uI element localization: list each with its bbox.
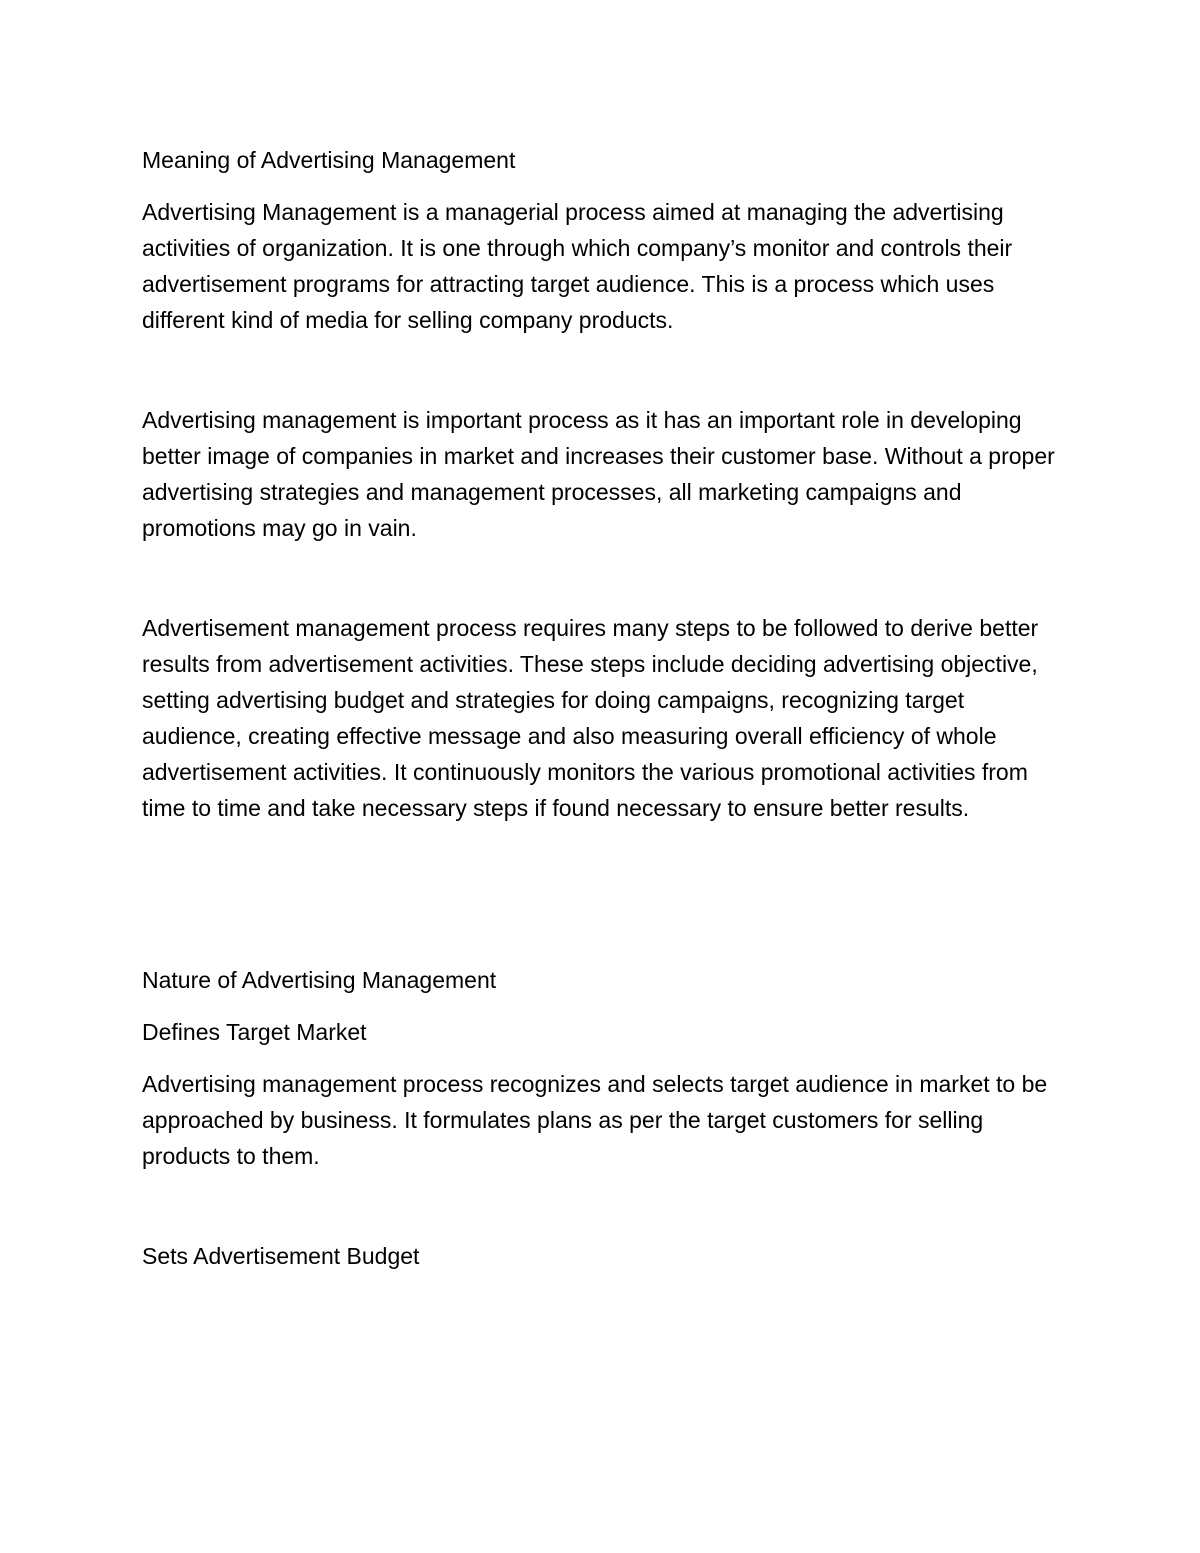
section-title-nature: Nature of Advertising Management (142, 967, 497, 993)
paragraph-target-market: Advertising management process recognizes and selects target audience in market to be approached by business. It formulates plans as per the target customers for selling products to them. (142, 1071, 1048, 1169)
subsection-title-target-market: Defines Target Market (142, 1019, 367, 1045)
section-title-meaning: Meaning of Advertising Management (142, 147, 516, 173)
paragraph-definition: Advertising Management is a managerial process aimed at managing the advertising activities of organization. It is one through which company’s monitor and controls their advertisement programs for attracting target audience. This is a process which uses different kind of media for selling company products. (142, 199, 1013, 333)
paragraph-process-steps: Advertisement management process requires many steps to be followed to derive better results from advertisement activities. These steps include deciding advertising objective, setting advertising budget and strategies for doing campaigns, recognizing target audience, creating effective message and also measuring overall efficiency of whole advertisement activities. It continuously monitors the various promotional activities from time to time and take necessary steps if found necessary to ensure better results. (142, 615, 1039, 821)
document-body (142, 142, 1062, 1274)
paragraph-importance: Advertising management is important process as it has an important role in developing better image of companies in market and increases their customer base. Without a proper advertising strategies and management processes, all marketing campaigns and promotions may go in vain. (142, 407, 1055, 541)
subsection-title-budget: Sets Advertisement Budget (142, 1243, 420, 1269)
